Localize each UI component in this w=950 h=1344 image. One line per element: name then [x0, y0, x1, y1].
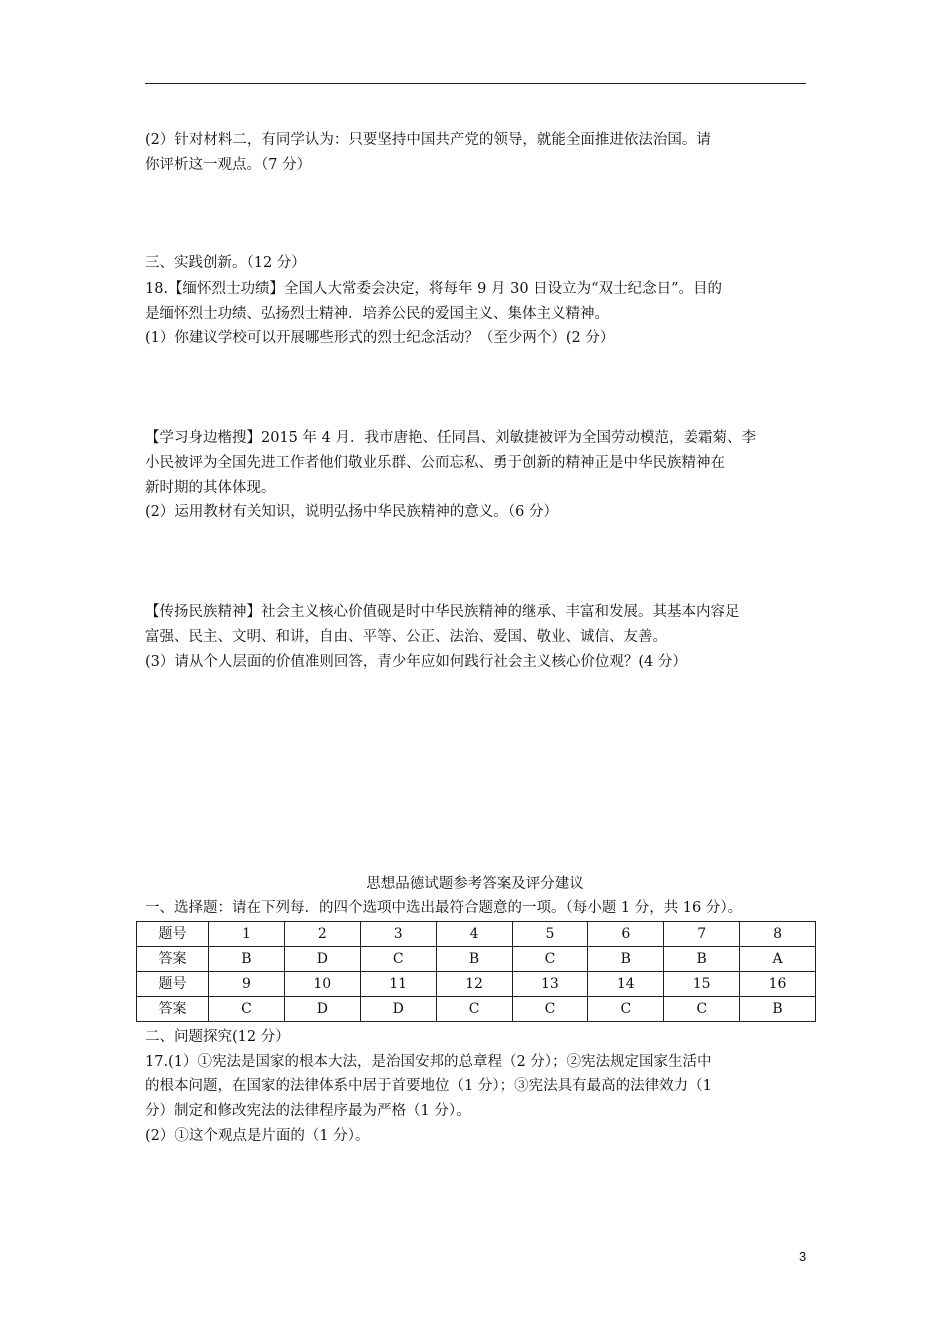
- answer-17-1-line-3: 分）制定和修改宪法的法律程序最为严格（1 分）。: [145, 1103, 471, 1119]
- study-paragraph-line-1: 【学习身边楷搜】2015 年 4 月．我市唐艳、任同昌、刘敏捷被评为全国劳动模范，姜霜菊、李: [145, 430, 756, 446]
- table-row: [137, 972, 816, 997]
- question-18-2: (2）运用教材有关知识，说明弘扬中华民族精神的意义。（6 分）: [145, 504, 558, 520]
- spirit-paragraph-line-1: 【传扬民族精神】社会主义核心价值砚是时中华民族精神的继承、丰富和发展。其基本内容足: [145, 604, 740, 620]
- table-cell: 2: [284, 922, 360, 947]
- page-number: 3: [799, 1249, 807, 1264]
- table-cell: D: [360, 997, 436, 1022]
- question-17-2-line-2: 你评析这一观点。（7 分）: [145, 157, 312, 173]
- table-cell: D: [284, 947, 360, 972]
- table-cell: 题号: [137, 972, 209, 997]
- table-cell: 答案: [137, 947, 209, 972]
- question-18-1: (1）你建议学校可以开展哪些形式的烈士纪念活动？（至少两个）(2 分）: [145, 330, 615, 346]
- multiple-choice-heading: 一、选择题：请在下列每．的四个选项中选出最符合题意的一项。（每小题 1 分，共 16 分）。: [145, 900, 743, 916]
- table-cell: C: [664, 997, 740, 1022]
- table-cell: D: [284, 997, 360, 1022]
- question-17-2-line-1: (2）针对材料二，有同学认为：只要坚持中国共产党的领导，就能全面推进依法治国。请: [145, 132, 711, 148]
- section-2-heading: 二、问题探究(12 分）: [145, 1029, 290, 1045]
- section-3-heading: 三、实践创新。（12 分）: [145, 255, 306, 271]
- table-cell: 14: [588, 972, 664, 997]
- answer-17-1-line-1: 17.(1）①宪法是国家的根本大法，是治国安邦的总章程（2 分）；②宪法规定国家生活中: [145, 1054, 712, 1070]
- table-cell: B: [588, 947, 664, 972]
- table-cell: C: [209, 997, 285, 1022]
- table-cell: C: [436, 997, 512, 1022]
- answer-table: [136, 921, 816, 1022]
- table-cell: 1: [209, 922, 285, 947]
- table-cell: 12: [436, 972, 512, 997]
- table-cell: C: [512, 997, 588, 1022]
- table-cell: B: [209, 947, 285, 972]
- table-cell: C: [588, 997, 664, 1022]
- table-cell: 8: [740, 922, 816, 947]
- table-cell: 题号: [137, 922, 209, 947]
- table-cell: 11: [360, 972, 436, 997]
- table-cell: B: [436, 947, 512, 972]
- answer-key-title: 思想品德试题参考答案及评分建议: [366, 876, 584, 892]
- table-cell: B: [664, 947, 740, 972]
- answer-17-2: (2）①这个观点是片面的（1 分）。: [145, 1128, 370, 1144]
- study-paragraph-line-3: 新时期的其体体现。: [145, 480, 276, 496]
- table-cell: 7: [664, 922, 740, 947]
- spirit-paragraph-line-2: 富强、民主、文明、和讲，自由、平等、公正、法治、爱国、敬业、诚信、友善。: [145, 629, 667, 645]
- question-18-3: (3）请从个人层面的价值准则回答，青少年应如何践行社会主义核心价位观？(4 分）: [145, 654, 687, 670]
- table-cell: 5: [512, 922, 588, 947]
- table-cell: 13: [512, 972, 588, 997]
- question-18-line-2: 是缅怀烈士功绩、弘扬烈士精神．培养公民的爱国主义、集体主义精神。: [145, 306, 609, 322]
- table-cell: A: [740, 947, 816, 972]
- answer-17-1-line-2: 的根本问题，在国家的法律体系中居于首要地位（1 分）；③宪法具有最高的法律效力（1: [145, 1078, 712, 1094]
- table-cell: 6: [588, 922, 664, 947]
- table-cell: B: [740, 997, 816, 1022]
- table-row: [137, 997, 816, 1022]
- table-cell: 10: [284, 972, 360, 997]
- table-row: [137, 947, 816, 972]
- table-cell: 4: [436, 922, 512, 947]
- table-cell: C: [512, 947, 588, 972]
- table-cell: 9: [209, 972, 285, 997]
- study-paragraph-line-2: 小民被评为全国先进工作者他们敬业乐群、公而忘私、勇于创新的精神正是中华民族精神在: [145, 455, 725, 471]
- table-row: [137, 922, 816, 947]
- question-18-line-1: 18.【缅怀烈士功绩】全国人大常委会决定，将每年 9 月 30 日设立为“双士纪念日”。目的: [145, 281, 722, 297]
- table-cell: 15: [664, 972, 740, 997]
- table-cell: C: [360, 947, 436, 972]
- table-cell: 3: [360, 922, 436, 947]
- header-rule: [145, 83, 806, 84]
- table-cell: 16: [740, 972, 816, 997]
- table-cell: 答案: [137, 997, 209, 1022]
